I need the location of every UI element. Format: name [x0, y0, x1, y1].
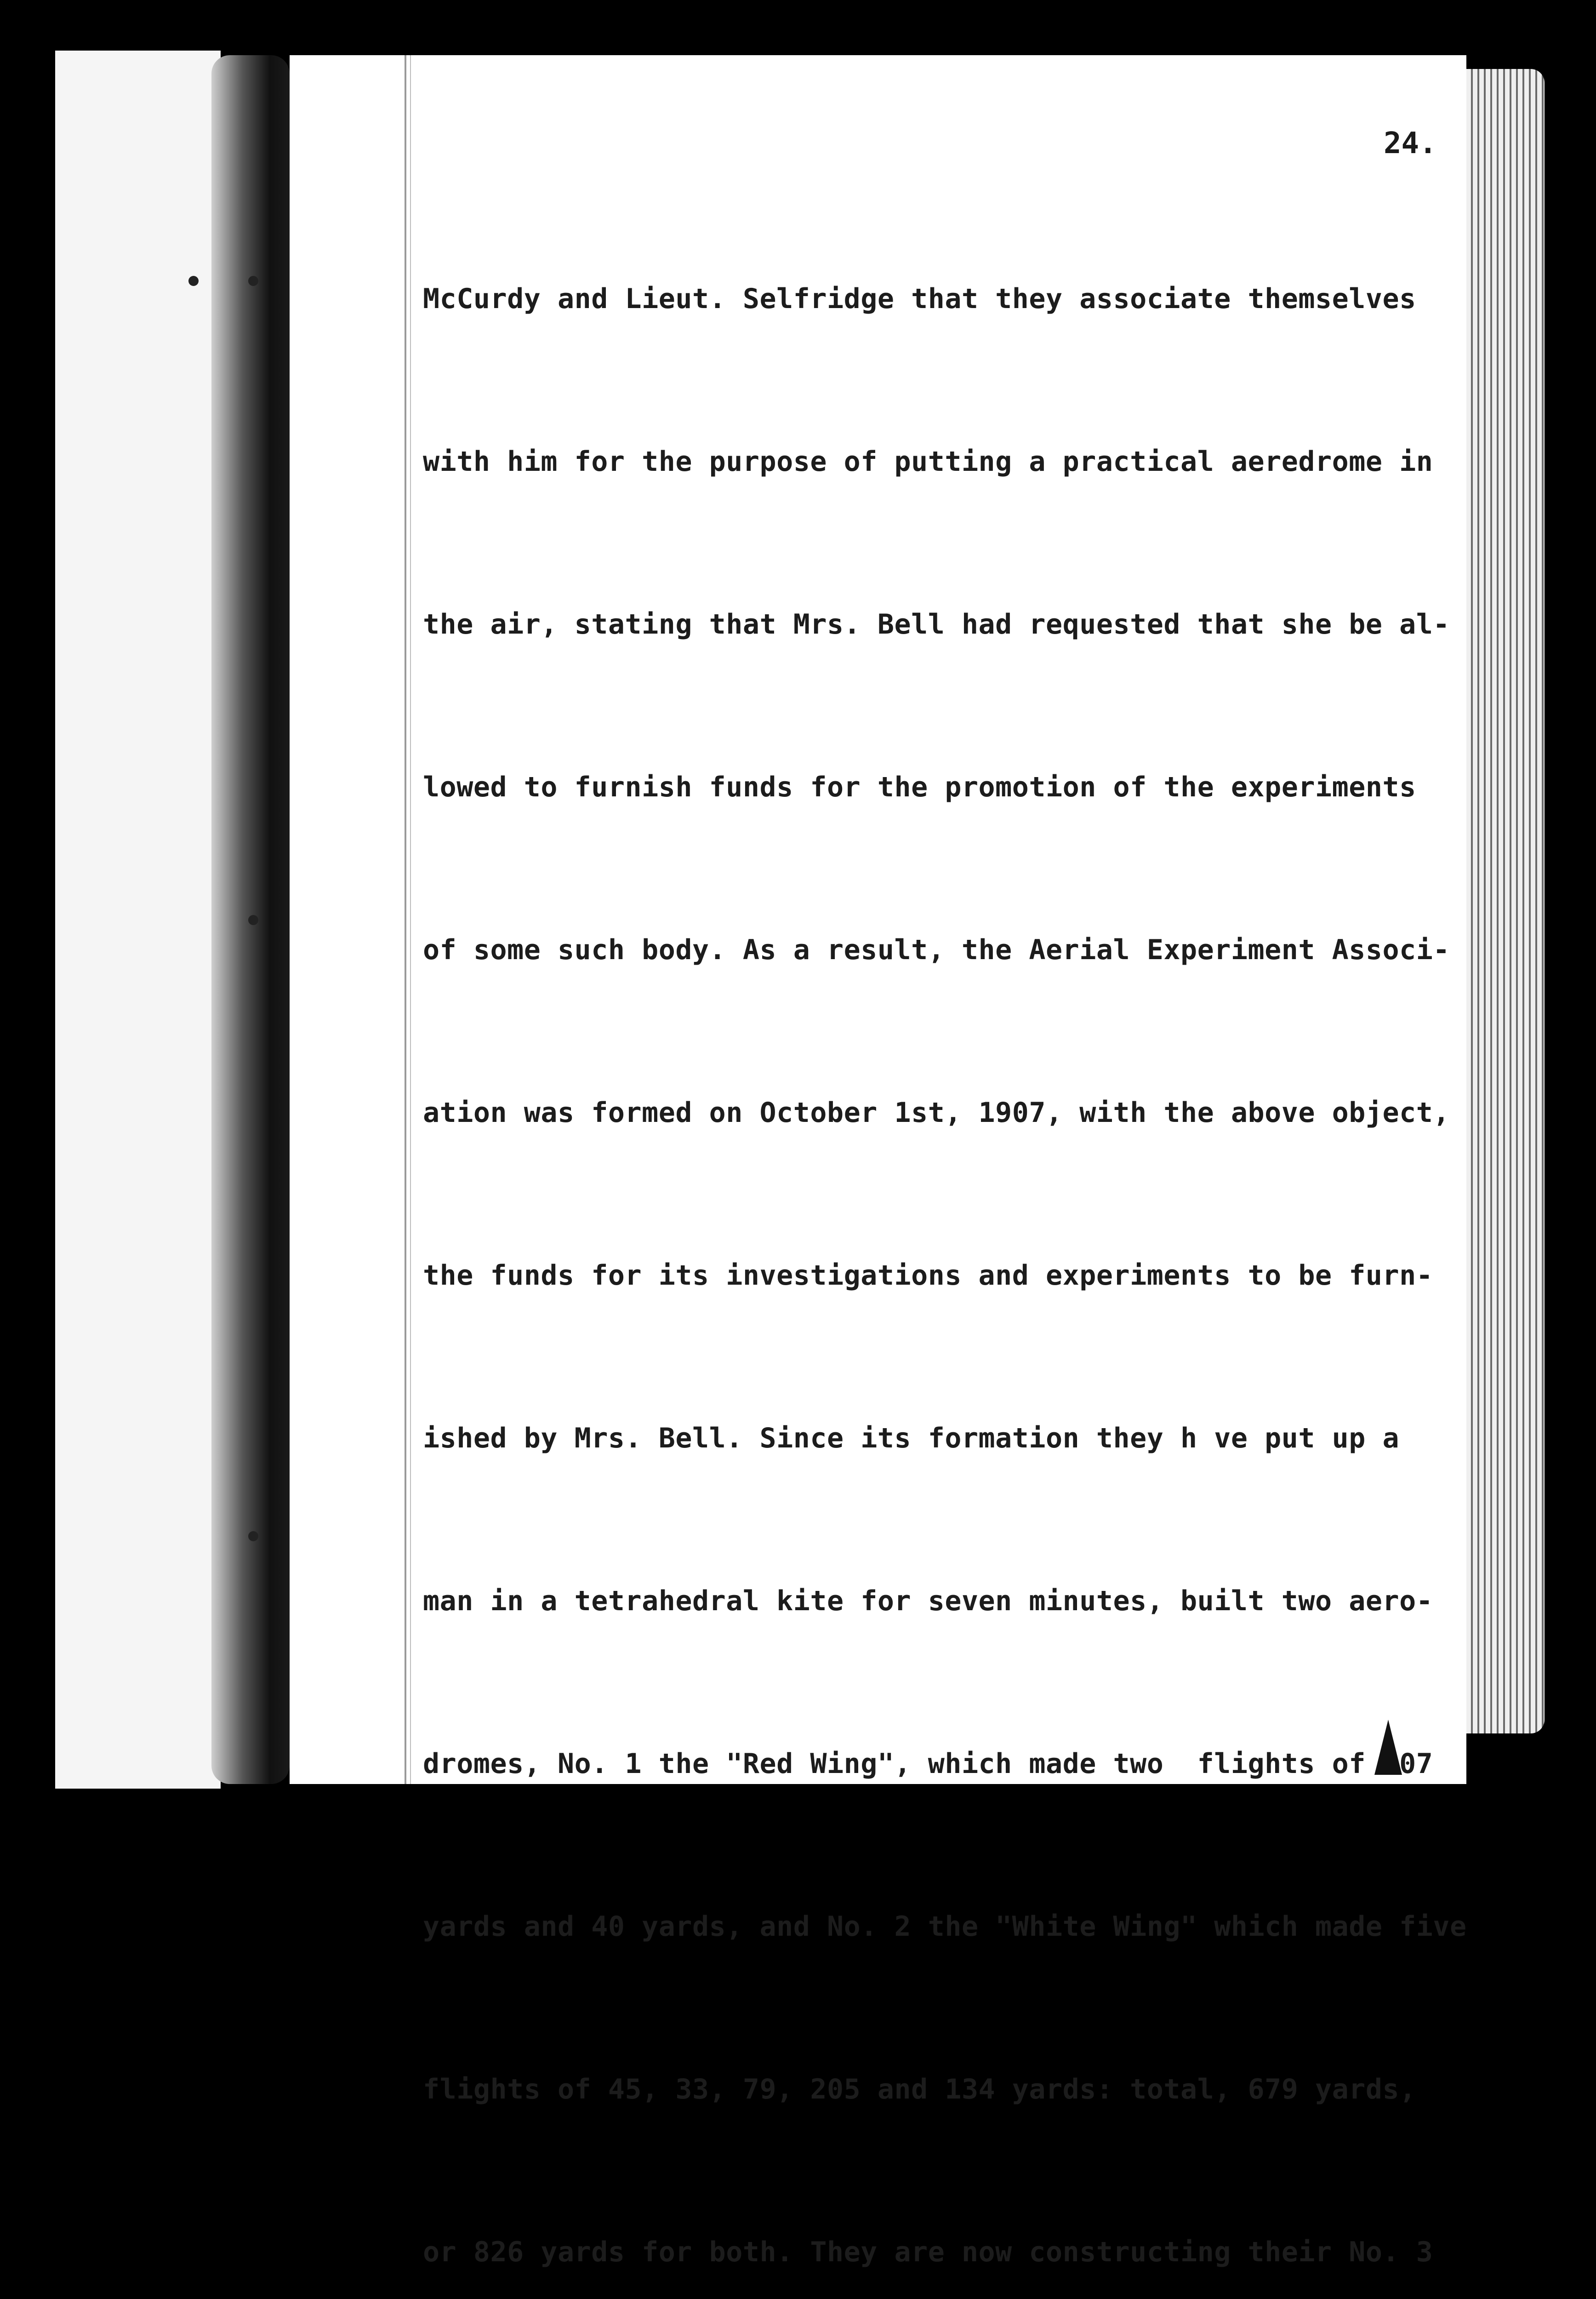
text-line: of some such body. As a result, the Aerial Experiment Associ-: [423, 934, 1450, 966]
text-line: ation was formed on October 1st, 1907, with the above object,: [423, 1097, 1450, 1129]
text-line: yards and 40 yards, and No. 2 the "White Wing" which made five: [423, 1910, 1467, 1943]
typed-body-text: [423, 163, 1467, 2299]
text-line: McCurdy and Lieut. Selfridge that they associate themselves: [423, 283, 1416, 315]
text-line: the funds for its investigations and experiments to be furn-: [423, 1259, 1433, 1292]
pen-tip-mark: [1374, 1720, 1402, 1775]
text-line: flights of 45, 33, 79, 205 and 134 yards: total, 679 yards,: [423, 2073, 1416, 2105]
page-stack-edges: [1466, 69, 1545, 1733]
margin-rule: [405, 55, 406, 1784]
page-number: 24.: [1384, 126, 1437, 160]
left-page-edge: [55, 51, 221, 1789]
text-line: dromes, No. 1 the "Red Wing", which made two flights of 107: [423, 1748, 1433, 1780]
text-line: the air, stating that Mrs. Bell had requested that she be al-: [423, 608, 1450, 641]
binding-hole: [248, 276, 258, 286]
binding-hole: [188, 276, 199, 286]
text-line: ished by Mrs. Bell. Since its formation they h ve put up a: [423, 1422, 1400, 1454]
binding-hole: [248, 1531, 258, 1541]
document-page: [290, 55, 1467, 2268]
binding-hole: [248, 915, 258, 925]
text-line: man in a tetrahedral kite for seven minutes, built two aero-: [423, 1585, 1433, 1617]
text-line: lowed to furnish funds for the promotion of the experiments: [423, 771, 1416, 803]
text-line: or 826 yards for both. They are now constructing their No. 3: [423, 2236, 1433, 2268]
text-line: with him for the purpose of putting a practical aeredrome in: [423, 446, 1433, 478]
margin-rule: [410, 55, 411, 1784]
